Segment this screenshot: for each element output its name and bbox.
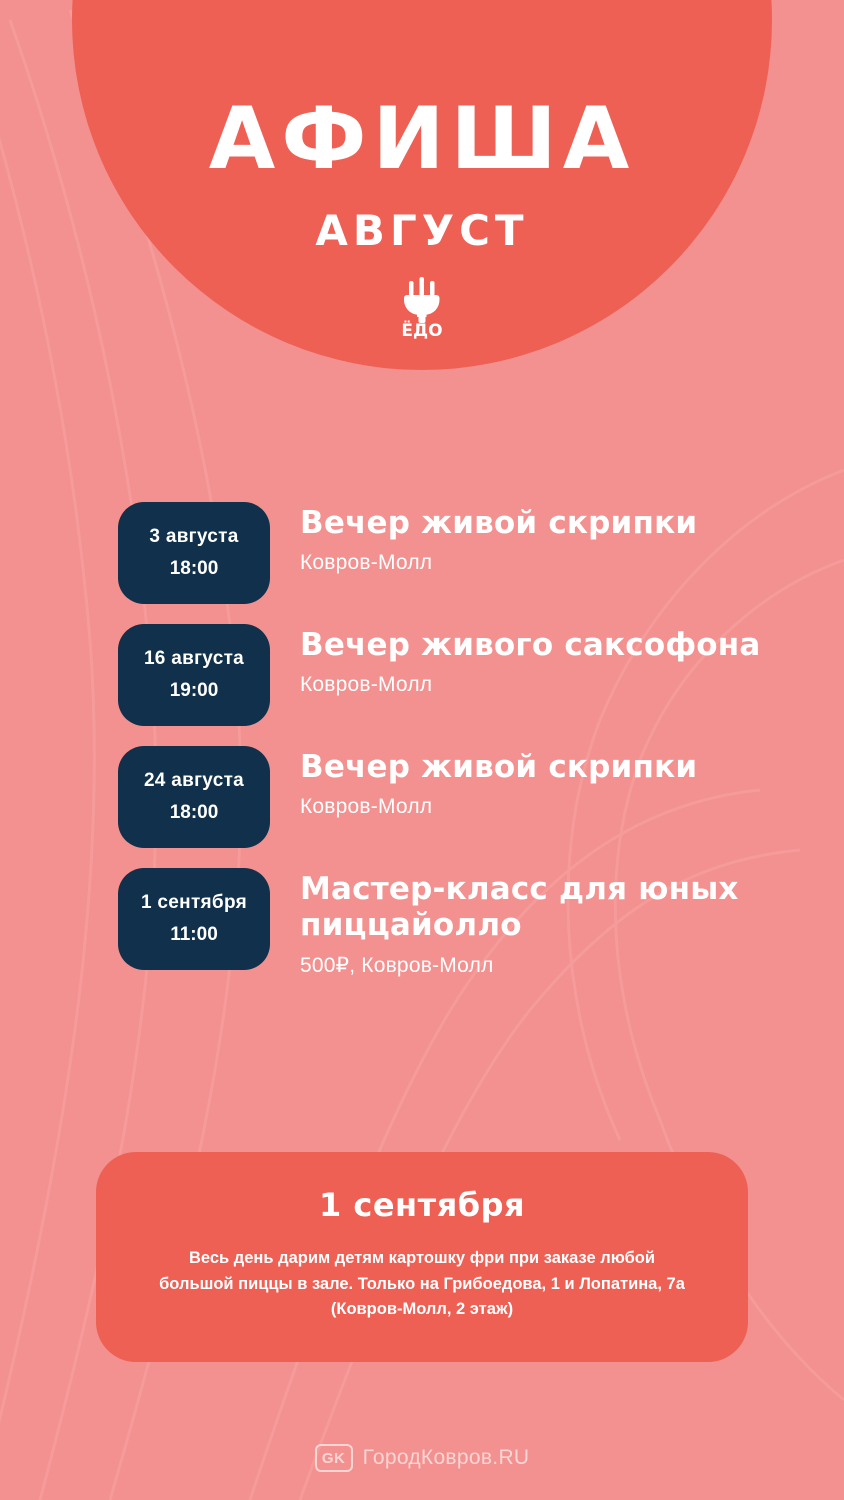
gk-logo-icon: GK: [315, 1444, 353, 1472]
events-list: [0, 500, 844, 996]
event-place: 500₽, Ковров-Молл: [300, 953, 494, 977]
event-title: Вечер живой скрипки: [300, 505, 698, 541]
list-item[interactable]: [0, 622, 844, 726]
event-date-chip: [118, 868, 270, 970]
event-info: [270, 500, 697, 575]
event-place: Ковров-Молл: [300, 672, 433, 696]
event-place: Ковров-Молл: [300, 794, 433, 818]
event-place: Ковров-Молл: [300, 550, 433, 574]
page-title: АФИША: [208, 89, 636, 189]
list-item[interactable]: [0, 744, 844, 848]
promo-title: 1 сентября: [318, 1186, 526, 1224]
event-title: Вечер живой скрипки: [300, 749, 698, 785]
event-title: Мастер-класс для юных пиццайолло: [300, 871, 739, 943]
footer: [0, 1444, 844, 1472]
poster-header: [0, 0, 844, 339]
event-date-chip: [118, 624, 270, 726]
event-time: 11:00: [170, 924, 218, 945]
footer-site-name: ГородКовров.RU: [362, 1446, 530, 1469]
event-time: 18:00: [169, 558, 219, 579]
brand-logo: [0, 277, 844, 339]
event-date: 24 августа: [143, 770, 245, 791]
event-date: 1 сентября: [140, 892, 248, 913]
promo-text: Весь день дарим детям картошку фри при заказе любой большой пиццы в зале. Только на Грибоедова, 1 и Лопатина, 7а (Ковров-Молл, 2 этаж): [159, 1249, 685, 1319]
event-time: 19:00: [169, 680, 219, 701]
event-date-chip: [118, 502, 270, 604]
brand-wordmark: ЁДО: [401, 321, 443, 339]
event-date: 16 августа: [143, 648, 245, 669]
page-subtitle: АВГУСТ: [315, 206, 529, 255]
event-date: 3 августа: [149, 526, 239, 547]
event-info: [270, 622, 761, 697]
fork-logo-icon: [387, 277, 457, 339]
event-title: Вечер живого саксофона: [300, 627, 761, 663]
event-info: [270, 744, 697, 819]
event-time: 18:00: [169, 802, 219, 823]
promo-card: [96, 1152, 748, 1362]
event-info: [270, 866, 844, 978]
list-item[interactable]: [0, 866, 844, 978]
event-date-chip: [118, 746, 270, 848]
list-item[interactable]: [0, 500, 844, 604]
